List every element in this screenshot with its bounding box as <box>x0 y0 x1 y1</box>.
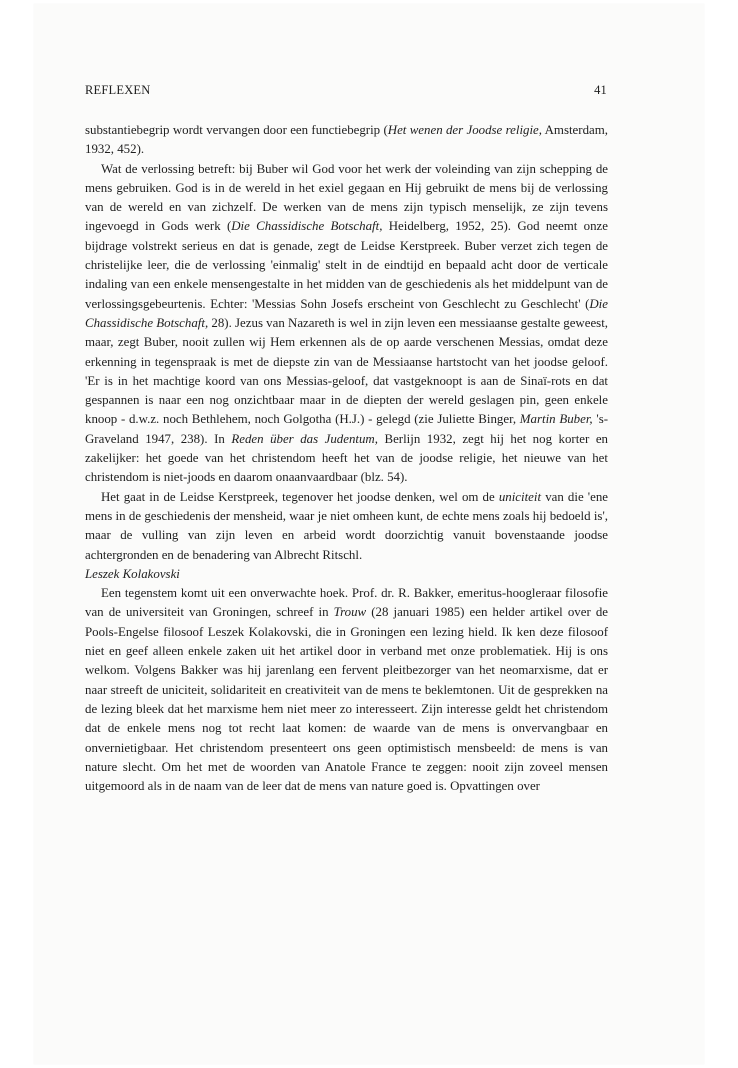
running-head: REFLEXEN <box>85 83 151 97</box>
body-text <box>85 121 608 796</box>
section-title: Leszek Kolakovski <box>85 566 180 581</box>
paragraph-1: substantiebegrip wordt vervangen door een functiebegrip (Het wenen der Joodse religie, Amsterdam, 1932, 452). <box>85 123 608 157</box>
paragraph-3: Het gaat in de Leidse Kerstpreek, tegenover het joodse denken, wel om de uniciteit van die 'ene mens in de geschiedenis der mensheid, waar je niet omheen kunt, de echte mens zoals hij bedoeld is', maar de vulling van zijn leven en arbeid wordt doorzichtig vanuit bovenstaande joodse achtergronden en de benadering van Albrecht Ritschl. <box>85 489 608 562</box>
paragraph-4: Een tegenstem komt uit een onverwachte hoek. Prof. dr. R. Bakker, emeritus-hoogleraar filosofie van de universiteit van Groningen, schreef in Trouw (28 januari 1985) een helder artikel over de Pools-Engelse filosoof Leszek Kolakovski, die in Groningen een lezing hield. Ik ken deze filosoof niet en geef alleen enkele zaken uit het artikel door in verband met onze problematiek. Hij is ons welkom. Volgens Bakker was hij jarenlang een fervent pleitbezorger van het neomarxisme, dat er naar streeft de uniciteit, solidariteit en creativiteit van de mens te beklemtonen. Uit de gesprekken na de lezing bleek dat het marxisme hem niet meer zo interesseert. Zijn interesse geldt het christendom dat de enkele mens nog tot recht laat komen: de waarde van de mens is onvervangbaar en onvernietigbaar. Het christendom presenteert ons geen optimistisch mensbeeld: de mens is van nature slecht. Om het met de woorden van Anatole France te zeggen: nooit zijn zoveel mensen uitgemoord als in de naam van de leer dat de mens van nature goed is. Opvattingen over <box>85 586 609 794</box>
page-number: 41 <box>594 83 607 97</box>
paragraph-2: Wat de verlossing betreft: bij Buber wil God voor het werk der voleinding van zijn schepping de mens gebruiken. God is in de wereld in het exiel gegaan en Hij gebruikt de mens bij de verlossing van de wereld en van zichzelf. De werken van de mens zijn typisch menselijk, ze zijn tevens ingevoegd in Gods werk (Die Chassidische Botschaft, Heidelberg, 1952, 25). God neemt onze bijdrage volstrekt serieus en dat is genade, zegt de Leidse Kerstpreek. Buber verzet zich tegen de christelijke leer, die de verlossing 'einmalig' stelt in de eindtijd en bepaald acht door de verticale indaling van een enkele mensengestalte in het midden van de geschiedenis als het middelpunt van de verlossingsgebeurtenis. Echter: 'Messias Sohn Josefs erscheint von Geschlecht zu Geschlecht' (Die Chassidische Botschaft, 28). Jezus van Nazareth is wel in zijn leven een messiaanse gestalte geweest, maar, zegt Buber, nooit zullen wij Hem erkennen als de op aarde verschenen Messias, omdat deze erkenning in tegenspraak is met de diepste zin van de Messiaanse hartstocht van het joodse geloof. 'Er is in het machtige koord van ons Messias-geloof, dat vastgeknoopt is aan de Sinaï-rots en dat gespannen is naar een nog onzichtbaar maar in de diepten der wereld geslagen pin, geen enkele knoop - d.w.z. noch Bethlehem, noch Golgotha (H.J.) - gelegd (zie Juliette Binger, Martin Buber, 's-Graveland 1947, 238). In Reden über das Judentum, Berlijn 1932, zegt hij het nog korter en zakelijker: het goede van het christendom heeft het van de joodse religie, het nieuwe van het christendom is niet-joods en daarom onaanvaardbaar (blz. 54). <box>85 161 609 485</box>
